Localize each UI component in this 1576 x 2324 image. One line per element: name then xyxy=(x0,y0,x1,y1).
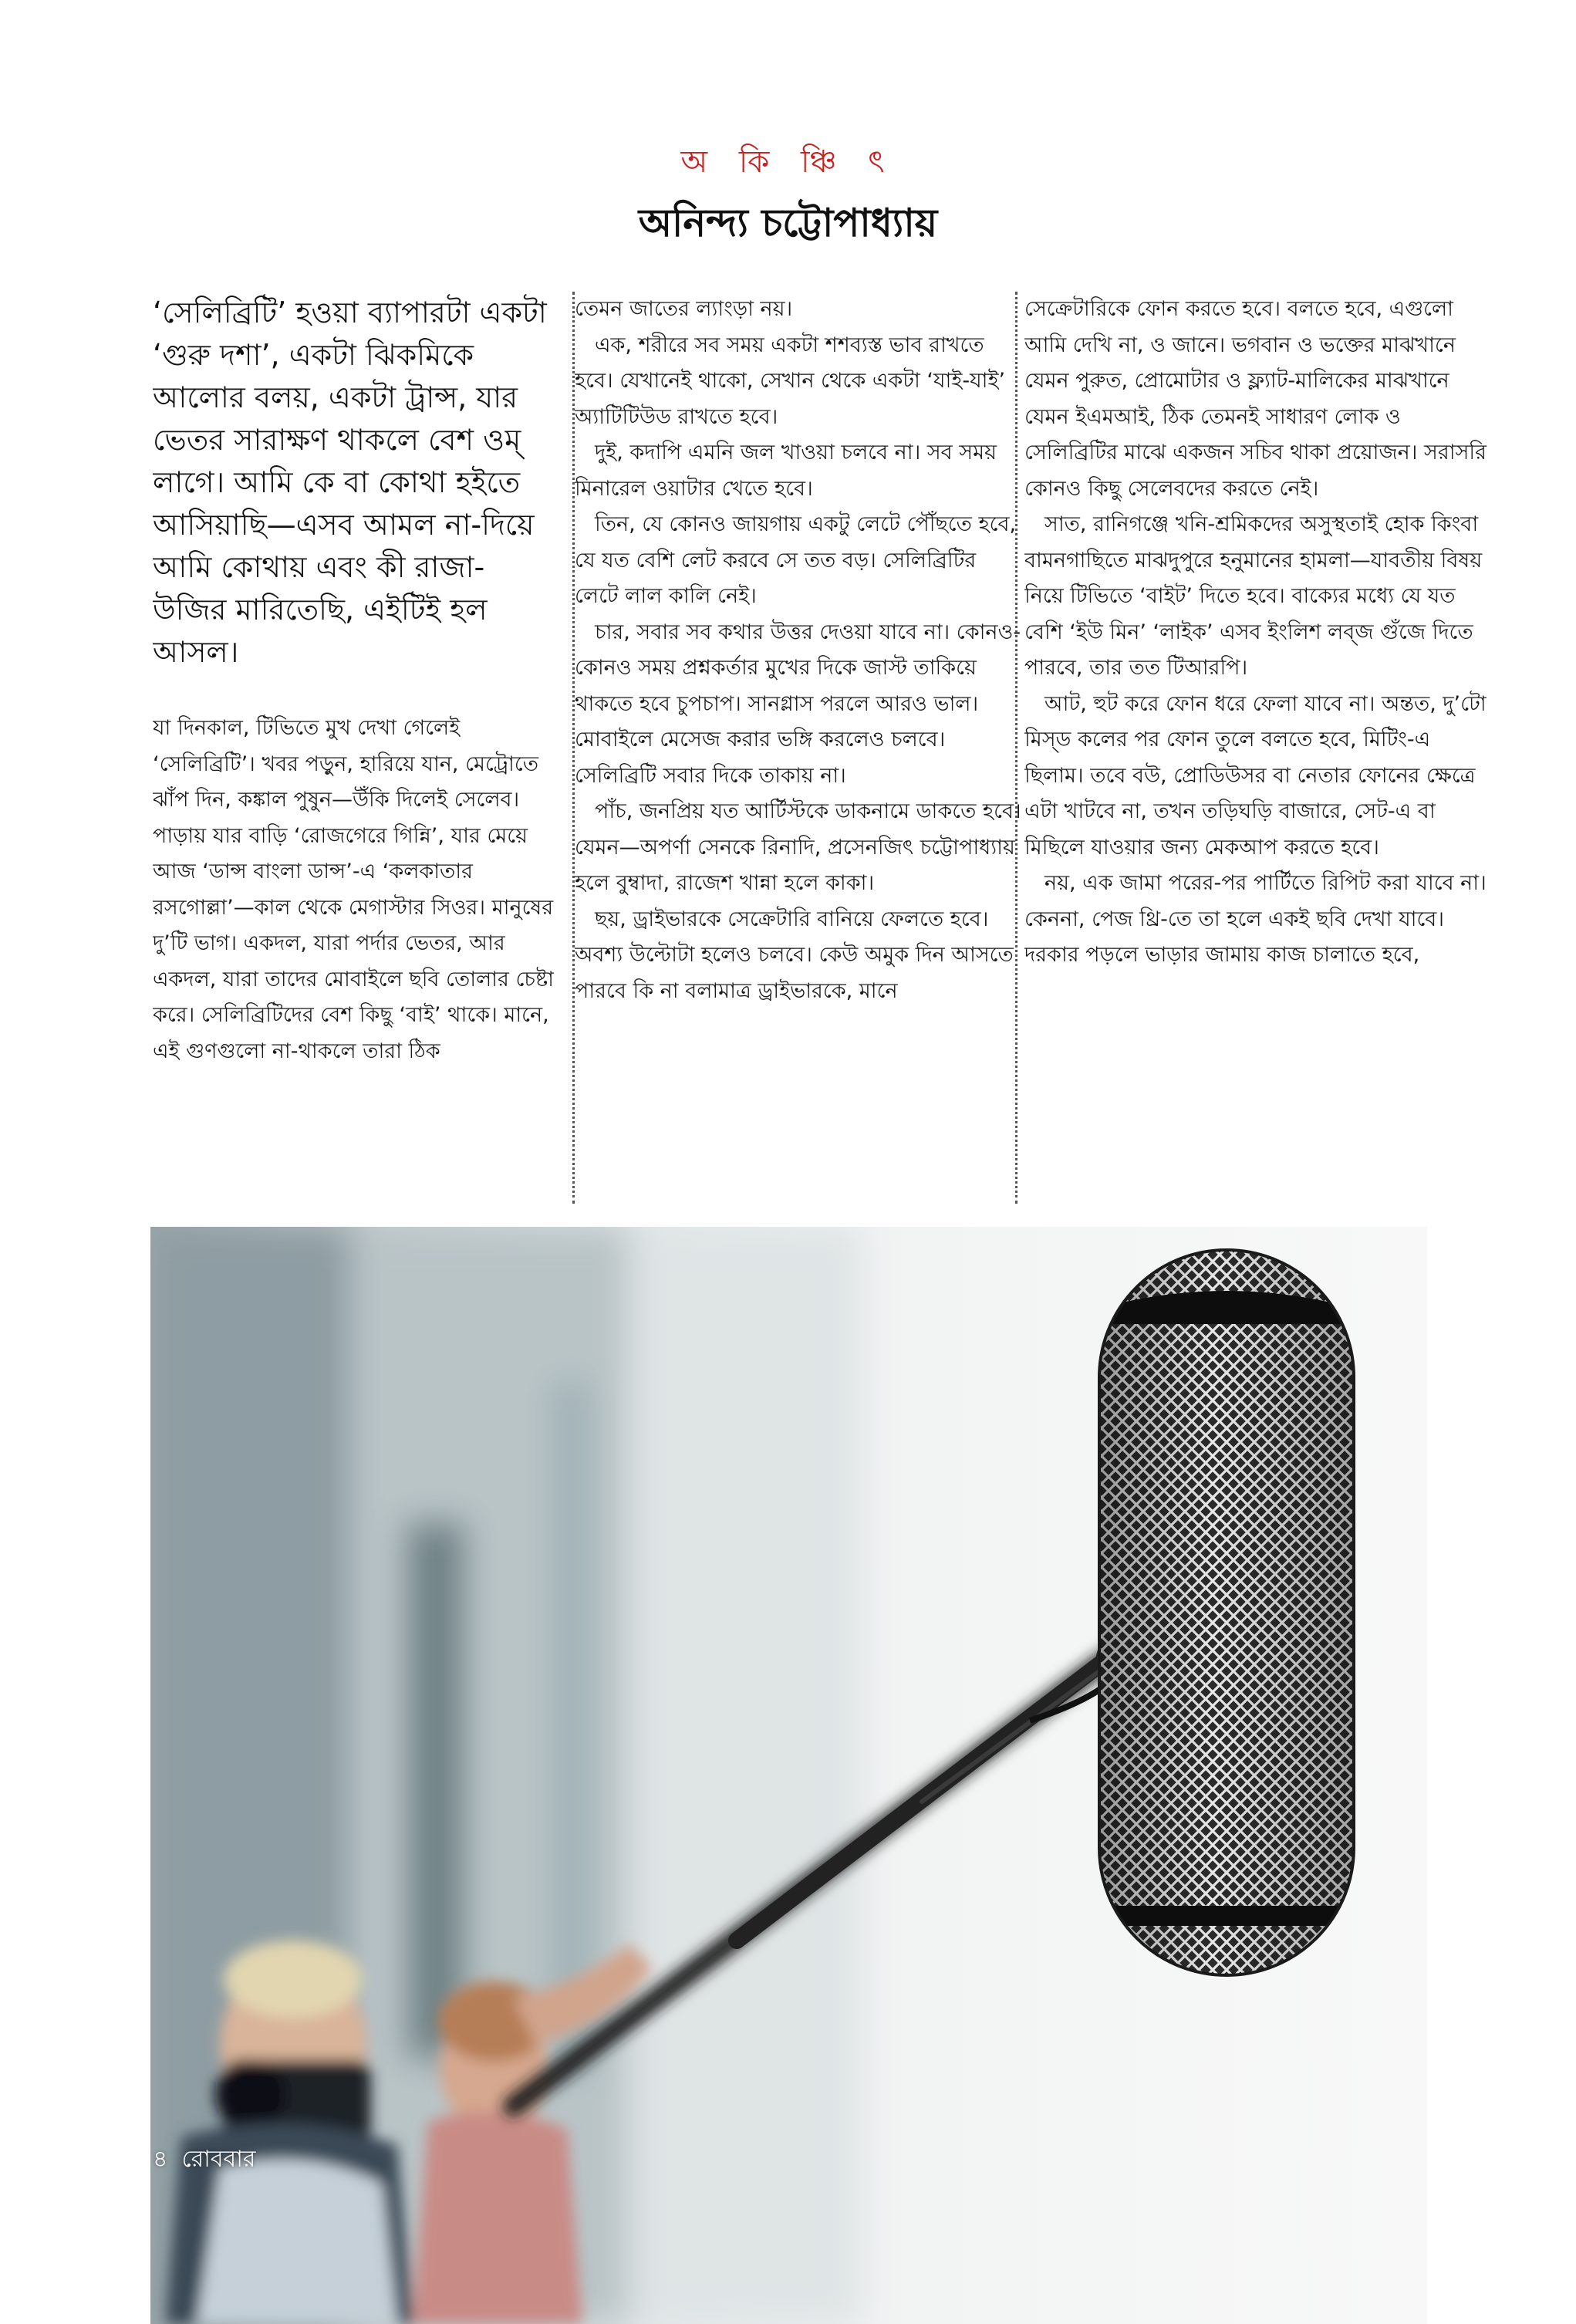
column-kicker: অ কি ঞ্চি ৎ xyxy=(680,144,896,180)
article-column-2 xyxy=(575,292,1026,1204)
paragraph: তেমন জাতের ল্যাংড়া নয়। xyxy=(575,297,793,321)
magazine-name: রোববার xyxy=(181,2146,256,2173)
paragraph: নয়, এক জামা পরের-পর পার্টিতে রিপিট করা যাবে না। কেননা, পেজ থ্রি-তে তা হলে একই ছবি দেখা যাবে। দরকার পড়লে ভাড়ার জামায় কাজ চালাতে হবে, xyxy=(1024,871,1487,967)
boom-microphone-illustration xyxy=(150,1227,1427,2324)
paragraph: আট, হুট করে ফোন ধরে ফেলা যাবে না। অন্তত, দু’টো মিস্‌ড কলের পর ফোন তুলে বলতে হবে, মিটিং-এ ছিলাম। তবে বউ, প্রোডিউসর বা নেতার ফোনের ক্ষেত্রে এটা খাটবে না, তখন তড়িঘড়ি বাজারে, সেট-এ বা মিছিলে যাওয়ার জন্য মেকআপ করতে হবে। xyxy=(1024,691,1487,860)
paragraph: তিন, যে কোনও জায়গায় একটু লেটে পৌঁছতে হবে, যে যত বেশি লেট করবে সে তত বড়। সেলিব্রিটির লেটে লাল কালি নেই। xyxy=(575,512,1017,608)
microphone-windscreen xyxy=(1096,1250,1357,1975)
column-2-body xyxy=(575,292,1026,1009)
paragraph: ছয়, ড্রাইভারকে সেক্রেটারি বানিয়ে ফেলতে হবে। অবশ্য উল্টোটা হলেও চলবে। কেউ অমুক দিন আসতে পারবে কি না বলামাত্র ড্রাইভারকে, মানে xyxy=(575,907,1014,1003)
boom-microphone-photo xyxy=(150,1227,1427,2324)
paragraph: সেক্রেটারিকে ফোন করতে হবে। বলতে হবে, এগুলো আমি দেখি না, ও জানে। ভগবান ও ভক্তের মাঝখানে যেমন পুরুত, প্রোমোটার ও ফ্ল্যাট-মালিকের মাঝখানে যেমন ইএমআই, ঠিক তেমনই সাধারণ লোক ও সেলিব্রিটির মাঝে একজন সচিব থাকা প্রয়োজন। সরাসরি কোনও কিছু সেলেবদের করতে নেই। xyxy=(1024,297,1487,501)
column-1-body xyxy=(153,711,554,1069)
article-column-3 xyxy=(1024,292,1487,1204)
column-3-body xyxy=(1024,292,1487,974)
paragraph: সাত, রানিগঞ্জে খনি-শ্রমিকদের অসুস্থতাই হোক কিংবা বামনগাছিতে মাঝদুপুরে হনুমানের হামলা—যাবতীয় বিষয় নিয়ে টিভিতে ‘বাইট’ দিতে হবে। বাক্যের মধ্যে যে যত বেশি ‘ইউ মিন’ ‘লাইক’ এসব ইংলিশ লব্‌জ গুঁজে দিতে পারবে, তার তত টিআরপি। xyxy=(1024,512,1483,680)
article-lead: ‘সেলিব্রিটি’ হওয়া ব্যাপারটা একটা ‘গুরু দশা’, একটা ঝিকমিকে আলোর বলয়, একটা ট্রান্স, যার ভেতর সারাক্ষণ থাকলে বেশ ওম্ লাগে। আমি কে বা কোথা হইতে আসিয়াছি—এসব আমল না-দিয়ে আমি কোথায় এবং কী রাজা-উজির মারিতেছি, এইটিই হল আসল। xyxy=(153,296,547,669)
page-folio xyxy=(153,2140,269,2180)
paragraph: চার, সবার সব কথার উত্তর দেওয়া যাবে না। কোনও-কোনও সময় প্রশ্নকর্তার মুখের দিকে জাস্ট তাকিয়ে থাকতে হবে চুপচাপ। সানগ্লাস পরলে আরও ভাল। মোবাইলে মেসেজ করার ভঙ্গি করলেও চলবে। সেলিব্রিটি সবার দিকে তাকায় না। xyxy=(575,620,1021,788)
page-number: ৪ xyxy=(153,2146,168,2173)
paragraph: এক, শরীরে সব সময় একটা শশব্যস্ত ভাব রাখতে হবে। যেখানেই থাকো, সেখান থেকে একটা ‘যাই-যাই’ অ্যাটিটিউড রাখতে হবে। xyxy=(575,333,1006,429)
article-column-1 xyxy=(153,292,554,1069)
column-divider xyxy=(1015,292,1017,1204)
paragraph: যা দিনকাল, টিভিতে মুখ দেখা গেলেই ‘সেলিব্রিটি’। খবর পড়ুন, হারিয়ে যান, মেট্রোতে ঝাঁপ দিন, কঙ্কাল পুষুন—উঁকি দিলেই সেলেব। পাড়ায় যার বাড়ি ‘রোজগেরে গিন্নি’, যার মেয়ে আজ ‘ডান্স বাংলা ডান্স’-এ ‘কলকাতার রসগোল্লা’—কাল থেকে মেগাস্টার সিওর। মানুষের দু’টি ভাগ। একদল, যারা পর্দার ভেতর, আর একদল, যারা তাদের মোবাইলে ছবি তোলার চেষ্টা করে। সেলিব্রিটিদের বেশ কিছু ‘বাই’ থাকে। মানে, এই গুণগুলো না-থাকলে তারা ঠিক xyxy=(153,716,554,1063)
author-byline: অনিন্দ্য চট্টোপাধ্যায় xyxy=(638,201,938,245)
paragraph: দুই, কদাপি এমনি জল খাওয়া চলবে না। সব সময় মিনারেল ওয়াটার খেতে হবে। xyxy=(575,441,997,501)
paragraph: পাঁচ, জনপ্রিয় যত আর্টিস্টকে ডাকনামে ডাকতে হবে। যেমন—অপর্ণা সেনকে রিনাদি, প্রসেনজিৎ চট্টোপাধ্যায় হলে বুম্বাদা, রাজেশ খান্না হলে কাকা। xyxy=(575,799,1021,895)
